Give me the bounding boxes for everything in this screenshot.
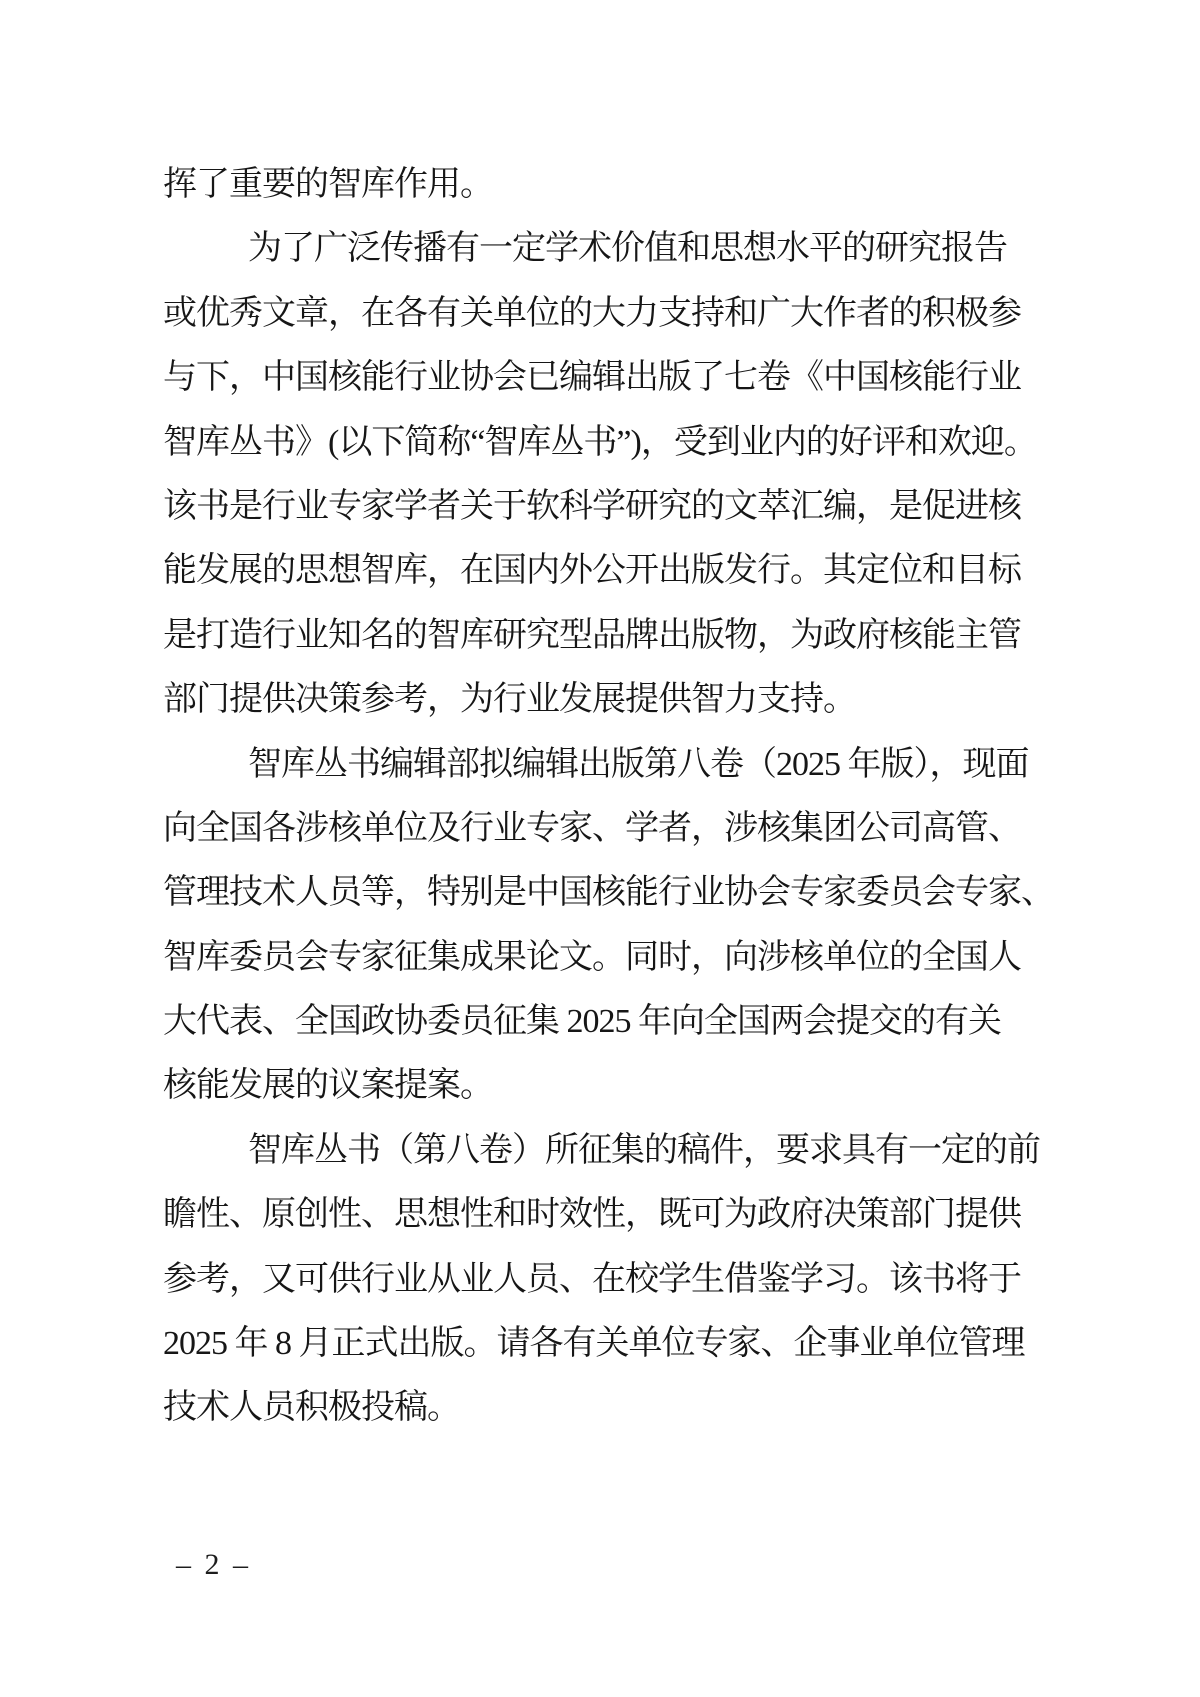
text-line: 大代表、全国政协委员征集 2025 年向全国两会提交的有关 — [163, 1003, 1001, 1041]
text-line: 为了广泛传播有一定学术价值和思想水平的研究报告 — [248, 230, 1007, 268]
text-line: 智库委员会专家征集成果论文。同时，向涉核单位的全国人 — [163, 938, 1021, 976]
text-line: 向全国各涉核单位及行业专家、学者，涉核集团公司高管、 — [163, 809, 1021, 847]
text-line: 挥了重要的智库作用。 — [163, 166, 493, 203]
text-line: 该书是行业专家学者关于软科学研究的文萃汇编，是促进核 — [163, 487, 1021, 525]
text-line: 是打造行业知名的智库研究型品牌出版物，为政府核能主管 — [163, 616, 1021, 654]
text-line: 智库丛书（第八卷）所征集的稿件，要求具有一定的前 — [248, 1131, 1040, 1169]
text-line: 与下，中国核能行业协会已编辑出版了七卷《中国核能行业 — [163, 359, 1021, 397]
document-body — [163, 153, 1053, 1441]
text-line: 智库丛书编辑部拟编辑出版第八卷（2025 年版），现面 — [248, 745, 1029, 783]
text-line: 技术人员积极投稿。 — [163, 1389, 460, 1427]
text-line: 管理技术人员等，特别是中国核能行业协会专家委员会专家、 — [163, 874, 1054, 912]
text-line: 核能发展的议案提案。 — [163, 1067, 493, 1105]
page-number: – 2 – — [176, 1548, 251, 1581]
text-line: 或优秀文章，在各有关单位的大力支持和广大作者的积极参 — [163, 294, 1021, 332]
text-line: 2025 年 8 月正式出版。请各有关单位专家、企事业单位管理 — [163, 1325, 1025, 1363]
text-line: 瞻性、原创性、思想性和时效性，既可为政府决策部门提供 — [163, 1196, 1021, 1234]
text-line: 部门提供决策参考，为行业发展提供智力支持。 — [163, 681, 856, 719]
text-line: 智库丛书》(以下简称“智库丛书”)，受到业内的好评和欢迎。 — [163, 423, 1037, 461]
text-line: 参考，又可供行业从业人员、在校学生借鉴学习。该书将于 — [163, 1260, 1021, 1298]
text-line: 能发展的思想智库，在国内外公开出版发行。其定位和目标 — [163, 552, 1021, 590]
